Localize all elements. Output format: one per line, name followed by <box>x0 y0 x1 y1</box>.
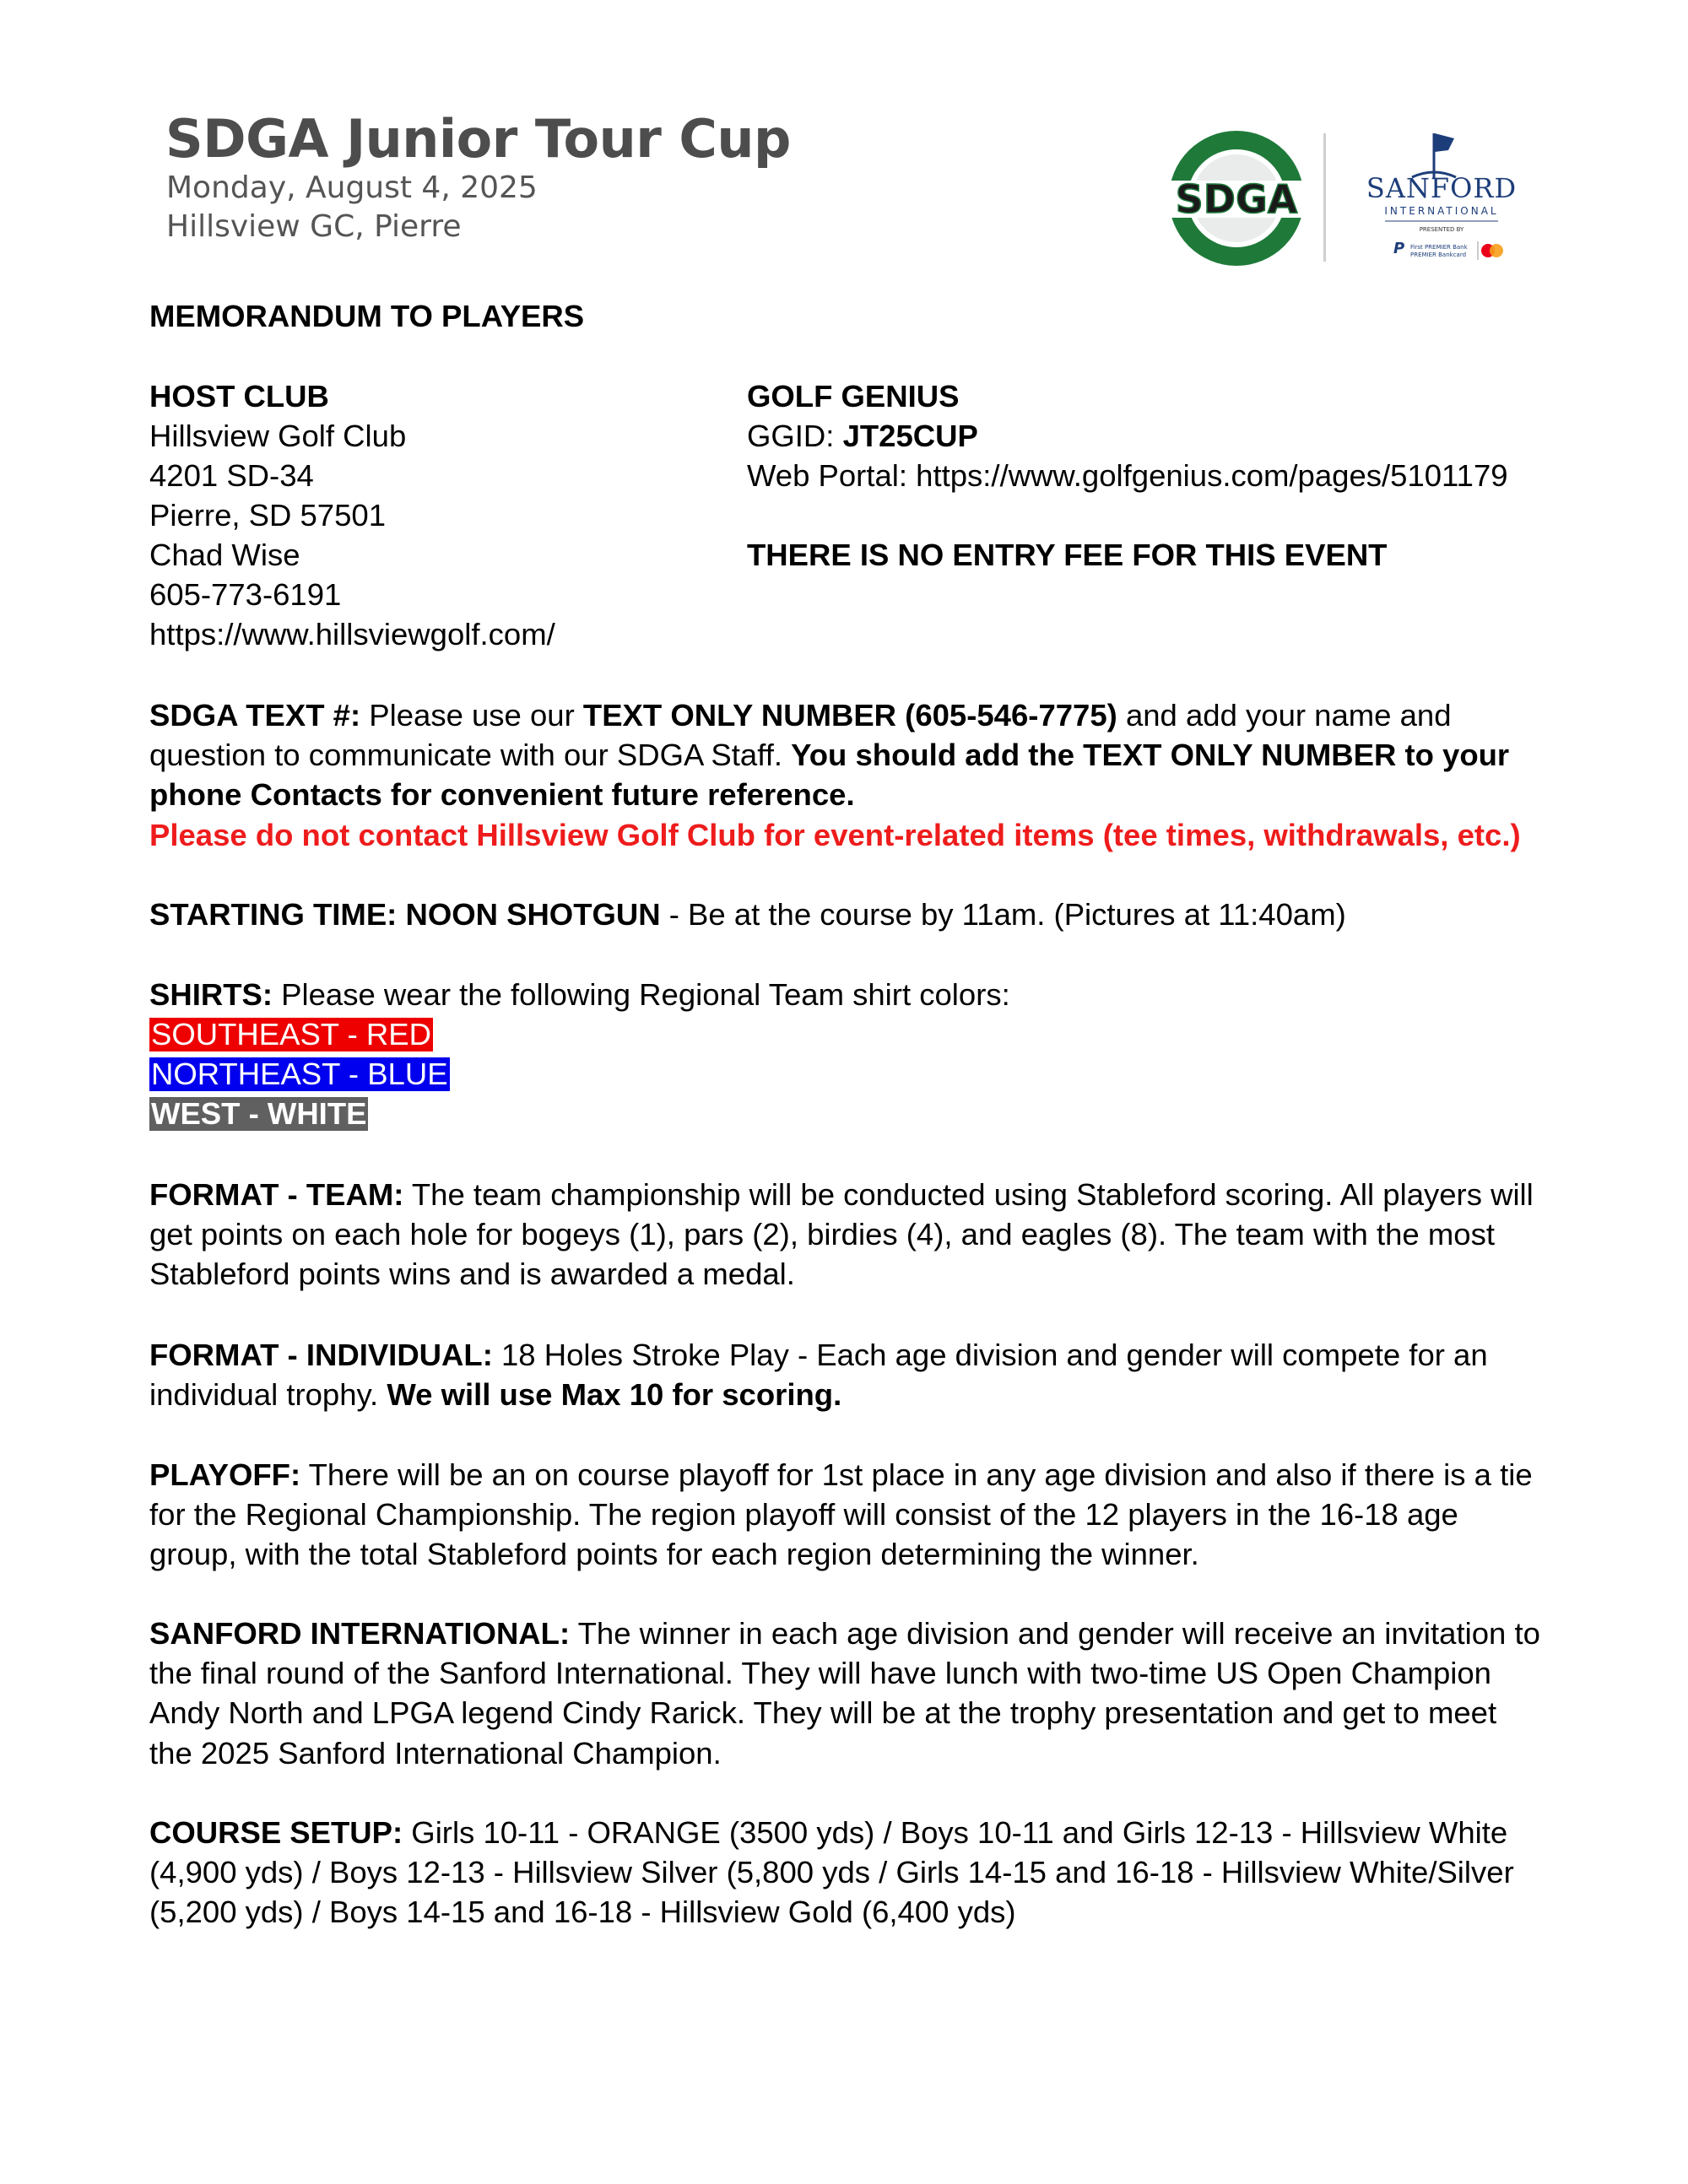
event-title: SDGA Junior Tour Cup <box>165 108 791 170</box>
host-club-website[interactable]: https://www.hillsviewgolf.com/ <box>149 617 555 651</box>
shirts-text: Please wear the following Regional Team shirt colors: <box>273 977 1010 1012</box>
shirts-section <box>149 975 1542 1014</box>
sdga-logo <box>1160 127 1312 270</box>
shirt-northeast <box>149 1054 450 1094</box>
web-portal-link[interactable]: Web Portal: https://www.golfgenius.com/pages/5101179 <box>747 458 1508 493</box>
svg-text:PREMIER Bankcard: PREMIER Bankcard <box>1410 251 1467 258</box>
golf-genius-heading: GOLF GENIUS <box>747 379 960 414</box>
text-only-number: TEXT ONLY NUMBER (605-546-7775) <box>582 698 1117 733</box>
max-score-note: We will use Max 10 for scoring. <box>387 1377 842 1413</box>
playoff-text: There will be an on course playoff for 1st place in any age division and also if there is a tie for the Regional Championship. The region playoff will consist of the 12 players in the 16-18 age group, with the total Stableford points for each region determining the winner. <box>149 1457 1533 1572</box>
northeast-color-label: NORTHEAST - BLUE <box>151 1057 448 1091</box>
host-club-contact: Chad Wise <box>149 538 300 572</box>
ggid-label: GGID: <box>747 419 843 453</box>
format-individual-label: FORMAT - INDIVIDUAL: <box>149 1338 493 1372</box>
starting-time-label: STARTING TIME: NOON SHOTGUN <box>149 897 661 932</box>
course-setup-text: Girls 10-11 - ORANGE (3500 yds) / Boys 10-11 and Girls 12-13 - Hillsview White (4,900 yds) / Boys 12-13 - Hillsview Silver (5,800 yds / Girls 14-15 and 16-18 - Hillsview White/Silver (5,200 yds) / Boys 14-15 and 16-18 - Hillsview Gold (6,400 yds) <box>149 1815 1514 1930</box>
course-setup-label: COURSE SETUP: <box>149 1815 403 1850</box>
host-club-heading: HOST CLUB <box>149 379 329 414</box>
ggid-line <box>747 416 978 456</box>
format-team-label: FORMAT - TEAM: <box>149 1177 404 1212</box>
host-club-phone: 605-773-6191 <box>149 577 342 612</box>
format-team-text: The team championship will be conducted using Stableford scoring. All players will get points on each hole for bogeys (1), pars (2), birdies (4), and eagles (8). The team with the most Stableford points wins and is awarded a medal. <box>149 1177 1534 1292</box>
course-setup-section <box>149 1813 1542 1933</box>
sanford-international-text: The winner in each age division and gender will receive an invitation to the final round of the Sanford International. They will have lunch with two-time US Open Champion Andy North and LPGA legend Cindy Rarick. They will be at the trophy presentation and get to meet the 2025 Sanford International Champion. <box>149 1616 1540 1770</box>
format-team-section <box>149 1175 1542 1295</box>
host-club-address: 4201 SD-34 <box>149 458 314 493</box>
svg-text:SDGA: SDGA <box>1175 176 1298 222</box>
playoff-label: PLAYOFF: <box>149 1457 301 1492</box>
west-color-label: WEST - WHITE <box>151 1096 367 1131</box>
svg-text:INTERNATIONAL: INTERNATIONAL <box>1384 205 1499 217</box>
svg-text:First PREMIER Bank: First PREMIER Bank <box>1410 244 1468 251</box>
host-club-name: Hillsview Golf Club <box>149 419 407 453</box>
ggid-value: JT25CUP <box>842 419 978 453</box>
sanford-international-label: SANFORD INTERNATIONAL: <box>149 1616 571 1651</box>
sponsor-logos <box>1160 127 1532 270</box>
event-date: Monday, August 4, 2025 <box>166 170 538 205</box>
shirts-label: SHIRTS: <box>149 977 273 1012</box>
sdga-text-body: and add your name and question to communicate with our SDGA Staff. <box>149 698 1452 773</box>
format-individual-text: 18 Holes Stroke Play - Each age division and gender will compete for an individual trophy. <box>149 1338 1488 1413</box>
sdga-text-section <box>149 695 1542 855</box>
format-individual-section <box>149 1335 1542 1414</box>
shirt-southeast <box>149 1014 433 1054</box>
svg-text:PRESENTED BY: PRESENTED BY <box>1419 226 1464 233</box>
host-club-city: Pierre, SD 57501 <box>149 498 386 532</box>
memo-title: MEMORANDUM TO PLAYERS <box>149 299 585 333</box>
playoff-section <box>149 1455 1542 1575</box>
sanford-international-section <box>149 1614 1542 1773</box>
starting-time-text: - Be at the course by 11am. (Pictures at 11:40am) <box>660 897 1346 932</box>
southeast-color-label: SOUTHEAST - RED <box>151 1017 431 1051</box>
event-location: Hillsview GC, Pierre <box>166 209 462 244</box>
entry-fee-note: THERE IS NO ENTRY FEE FOR THIS EVENT <box>747 538 1388 572</box>
contact-warning: Please do not contact Hillsview Golf Club for event-related items (tee times, withdrawals, etc.) <box>149 817 1521 852</box>
logo-divider <box>1323 133 1326 262</box>
shirt-west <box>149 1094 368 1133</box>
sdga-text-label: SDGA TEXT #: <box>149 698 361 733</box>
sanford-international-logo <box>1351 127 1532 270</box>
sdga-text-intro: Please use our <box>360 698 583 733</box>
svg-text:P: P <box>1393 240 1405 257</box>
svg-text:SANFORD: SANFORD <box>1366 172 1518 204</box>
starting-time-section <box>149 895 1542 934</box>
sdga-text-note: You should add the TEXT ONLY NUMBER to your phone Contacts for convenient future reference. <box>149 738 1510 813</box>
